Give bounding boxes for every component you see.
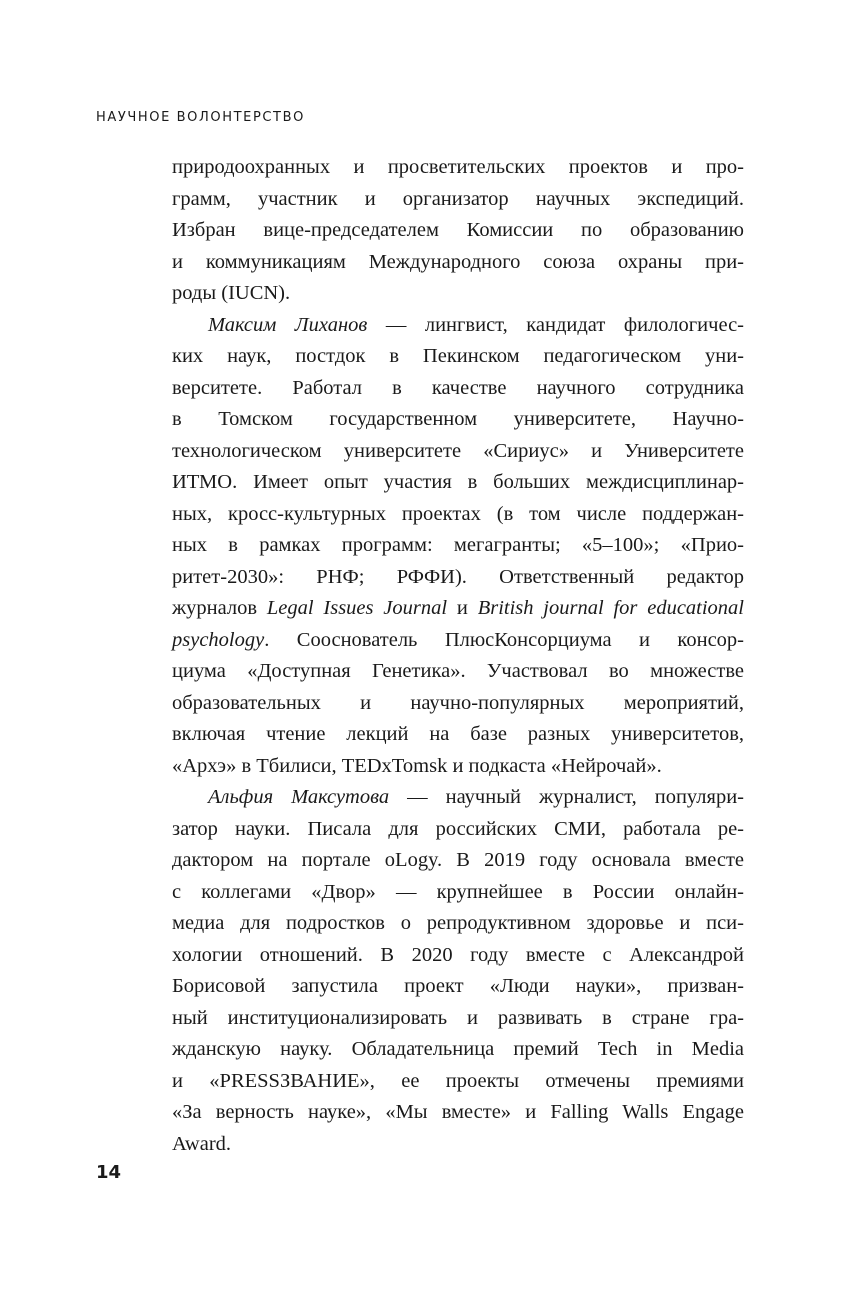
text-line: роды (IUCN). bbox=[172, 282, 291, 304]
line-text: — лингвист, кандидат филологичес- bbox=[367, 313, 744, 336]
person-name: Максим Лиханов bbox=[208, 313, 368, 336]
text-line: Award. bbox=[172, 1132, 232, 1155]
text-line: в Томском государственном университете, Научно- bbox=[172, 408, 744, 430]
text-line: включая чтение лекций на базе разных университетов, bbox=[172, 723, 744, 745]
text-line: Избран вице-председателем Комиссии по образованию bbox=[172, 219, 744, 241]
text-line: ный институционализировать и развивать в стране гра- bbox=[172, 1006, 744, 1029]
paragraph bbox=[172, 152, 744, 310]
journal-title: Legal Issues Journal bbox=[266, 597, 448, 619]
text-line: грамм, участник и организатор научных экспедиций. bbox=[172, 187, 744, 210]
paragraph bbox=[172, 782, 744, 1160]
text-line: верситете. Работал в качестве научного сотрудника bbox=[172, 376, 744, 399]
text-line bbox=[172, 625, 744, 657]
line-text: журналов bbox=[172, 597, 267, 619]
text-line: ИТМО. Имеет опыт участия в больших междисциплинар- bbox=[172, 471, 744, 493]
text-line: ких наук, постдок в Пекинском педагогическом уни- bbox=[172, 345, 744, 367]
text-line: ритет-2030»: РНФ; РФФИ). Ответственный редактор bbox=[172, 565, 744, 588]
text-line: жданскую науку. Обладательница премий Tech in Media bbox=[172, 1038, 744, 1060]
paragraph bbox=[172, 310, 744, 783]
line-text: . Сооснователь ПлюсКонсорциума и консор- bbox=[264, 628, 744, 651]
person-name: Альфия Максутова bbox=[208, 786, 390, 808]
text-line: образовательных и научно-популярных мероприятий, bbox=[172, 691, 744, 714]
journal-title: psychology bbox=[172, 628, 265, 651]
page-number: 14 bbox=[96, 1162, 122, 1183]
text-line bbox=[172, 782, 744, 814]
text-line: дактором на портале oLogy. В 2019 году основала вместе bbox=[172, 849, 744, 871]
text-line: затор науки. Писала для российских СМИ, работала ре- bbox=[172, 817, 744, 840]
text-line bbox=[172, 310, 744, 342]
body-text bbox=[172, 152, 744, 1160]
text-line: «За верность науке», «Мы вместе» и Falling Walls Engage bbox=[172, 1101, 744, 1123]
text-line: с коллегами «Двор» — крупнейшее в России онлайн- bbox=[172, 880, 744, 903]
journal-title: British journal for educational bbox=[477, 597, 744, 619]
text-line bbox=[172, 593, 744, 625]
text-line: технологическом университете «Сириус» и Университете bbox=[172, 439, 744, 462]
running-head: НАУЧНОЕ ВОЛОНТЕРСТВО bbox=[96, 110, 305, 125]
text-line: медиа для подростков о репродуктивном здоровье и пси- bbox=[172, 912, 744, 934]
text-line: «Архэ» в Тбилиси, TEDxTomsk и подкаста «Нейрочай». bbox=[172, 754, 662, 777]
text-line: ных, кросс-культурных проектах (в том числе поддержан- bbox=[172, 502, 744, 525]
text-line: и коммуникациям Международного союза охраны при- bbox=[172, 250, 744, 273]
text-line: хологии отношений. В 2020 году вместе с Александрой bbox=[172, 943, 744, 966]
text-line: и «PRESSЗВАНИЕ», ее проекты отмечены премиями bbox=[172, 1069, 744, 1092]
text-line: ных в рамках программ: мегагранты; «5–100»; «Прио- bbox=[172, 534, 744, 556]
text-line: природоохранных и просветительских проектов и про- bbox=[172, 156, 744, 178]
text-line: Борисовой запустила проект «Люди науки», призван- bbox=[172, 975, 744, 997]
line-text: и bbox=[447, 597, 478, 619]
text-line: циума «Доступная Генетика». Участвовал во множестве bbox=[172, 660, 744, 682]
line-text: — научный журналист, популяри- bbox=[389, 786, 744, 808]
